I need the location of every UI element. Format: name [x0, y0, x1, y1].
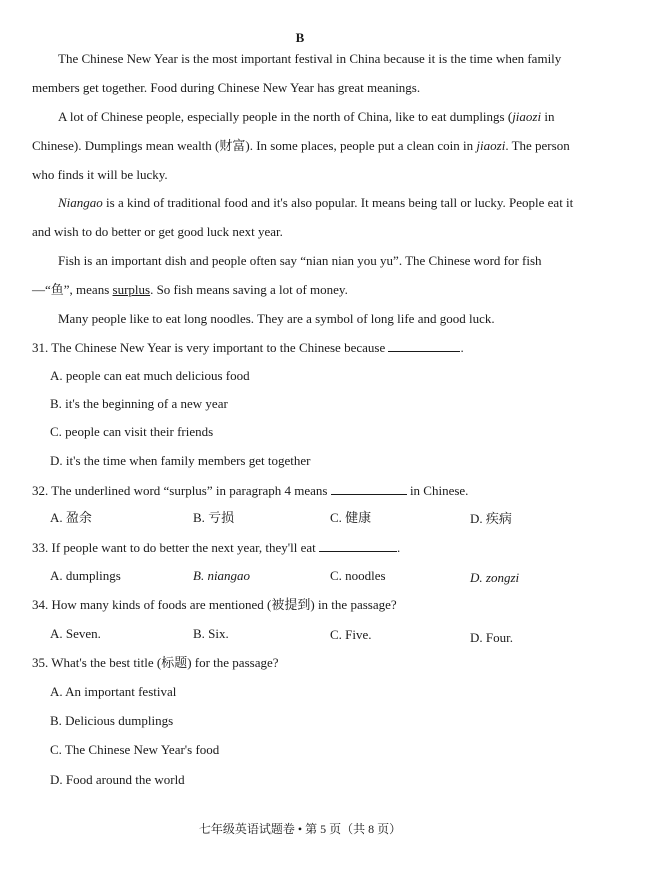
paragraph-text: in Chinese). Dumplings mean wealth (财富). In some places, people put a clean coin in	[32, 109, 555, 153]
italic-word: jiaozi	[512, 109, 542, 124]
question-stem: 32. The underlined word “surplus” in paragraph 4 means	[32, 483, 328, 498]
section-heading: B	[295, 30, 305, 45]
option-35-a[interactable]: A. An important festival	[50, 684, 177, 699]
option-34-a[interactable]: A. Seven.	[50, 626, 101, 641]
option-34-b[interactable]: B. Six.	[193, 626, 229, 641]
option-34-d[interactable]: D. Four.	[470, 630, 513, 645]
option-31-c[interactable]: C. people can visit their friends	[50, 424, 214, 439]
option-35-b[interactable]: B. Delicious dumplings	[50, 713, 174, 728]
answer-blank[interactable]	[319, 538, 397, 552]
question-stem: 34. How many kinds of foods are mentioned (被提到) in the passage?	[32, 597, 397, 612]
paragraph-text: A lot of Chinese people, especially people in the north of China, like to eat dumplings (	[58, 109, 513, 124]
question-stem: 35. What's the best title (标题) for the passage?	[32, 655, 279, 670]
paragraph-text: Fish is an important dish and people often say “nian nian you yu”. The Chinese word for fish—“鱼”, means	[32, 253, 542, 297]
question-32	[32, 481, 592, 500]
italic-word: jiaozi	[476, 138, 506, 153]
option-33-c[interactable]: C. noodles	[330, 568, 386, 583]
question-stem-end: in Chinese.	[409, 483, 469, 498]
paragraph-text: Many people like to eat long noodles. They are a symbol of long life and good luck.	[58, 311, 495, 326]
paragraph-text: is a kind of traditional food and it's also popular. It means being tall or lucky. People eat it and wish to do better or get good luck next year.	[32, 195, 574, 239]
paragraph-text: The Chinese New Year is the most important festival in China because it is the time when family members get together. Food during Chinese New Year has great meanings.	[32, 51, 562, 95]
option-33-d[interactable]: D. zongzi	[470, 570, 520, 585]
option-32-b[interactable]: B. 亏损	[193, 510, 235, 525]
option-32-a[interactable]: A. 盈余	[50, 510, 92, 525]
option-32-c[interactable]: C. 健康	[330, 510, 372, 525]
option-33-a[interactable]: A. dumplings	[50, 568, 121, 583]
italic-word: Niangao	[58, 195, 103, 210]
question-stem: 31. The Chinese New Year is very important to the Chinese because	[32, 340, 386, 355]
underlined-word: surplus	[112, 282, 151, 297]
question-31	[32, 338, 592, 357]
question-35	[32, 654, 592, 672]
option-32-d[interactable]: D. 疾病	[470, 511, 512, 526]
option-31-a[interactable]: A. people can eat much delicious food	[50, 368, 250, 383]
passage-paragraph-3	[32, 188, 582, 246]
passage-paragraph-5	[32, 304, 582, 333]
question-33	[32, 538, 592, 557]
option-33-b[interactable]: B. niangao	[193, 568, 251, 583]
page-footer: 七年级英语试题卷 • 第 5 页（共 8 页）	[198, 822, 402, 836]
question-stem-end: .	[397, 540, 401, 555]
question-stem: 33. If people want to do better the next year, they'll eat	[32, 540, 316, 555]
question-stem-end: .	[460, 340, 464, 355]
paragraph-text: . The person who finds it will be lucky.	[32, 138, 570, 182]
answer-blank[interactable]	[388, 338, 460, 352]
answer-blank[interactable]	[331, 481, 407, 495]
paragraph-text: . So fish means saving a lot of money.	[150, 282, 348, 297]
question-34	[32, 596, 592, 614]
option-34-c[interactable]: C. Five.	[330, 627, 372, 642]
option-31-b[interactable]: B. it's the beginning of a new year	[50, 396, 228, 411]
passage-paragraph-4	[32, 246, 582, 304]
passage-paragraph-2	[32, 102, 582, 189]
option-35-c[interactable]: C. The Chinese New Year's food	[50, 742, 220, 757]
option-35-d[interactable]: D. Food around the world	[50, 772, 185, 787]
option-31-d[interactable]: D. it's the time when family members get together	[50, 453, 311, 468]
passage-paragraph-1	[32, 44, 582, 102]
